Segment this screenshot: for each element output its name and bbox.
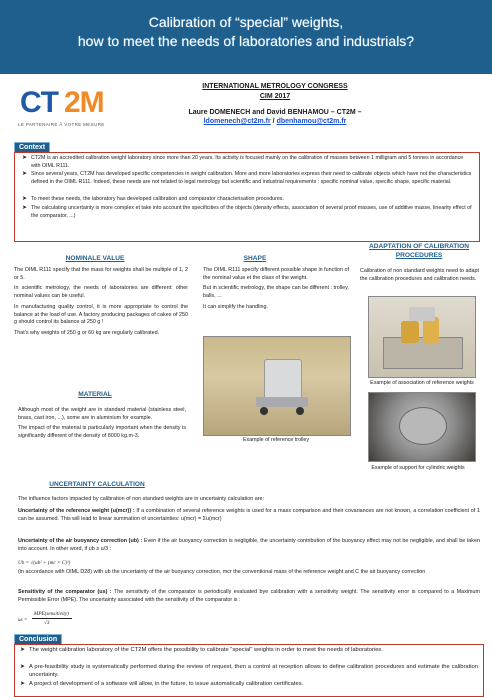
context-header: Context (14, 142, 50, 153)
arrow-icon: ➤ (20, 664, 25, 670)
email-link-1[interactable]: ldomenech@ct2m.fr (203, 118, 271, 126)
context-bullet-2: ➤ Since several years, CT2M has developed specific competencies in weight calibration. More and more laboratories express their need to calibrate objects which have not the characteristics defined in the OIML R111. Indeed, these needs are not related to legal metrology but scientific and industrial requirements : specific nominal value, specific shape, specific material. (22, 171, 472, 185)
cylindric-support-photo (368, 392, 476, 462)
nominal-text: The OIML R111 specify that the mass for weights shall be multiple of 1, 2 or 5. In scientific metrology, the needs of laboratories are different: other nominal values can be useful. In manufacturing quality control, it is more appropriate to control the balance at the load of use. A factory producing packages of cakes of 250 g should control its balance at 250 g ! That's why weights of 250 g or 60 kg are regularly calibrated. (14, 267, 188, 336)
ct2m-logo (18, 88, 136, 136)
arrow-icon: ➤ (22, 155, 28, 161)
poster-title-line2: how to meet the needs of laboratories and industrials? (77, 33, 415, 49)
emails (150, 117, 400, 127)
uncertainty-air-buoyancy: Uncertainty of the air buoyancy correction (ub) : Even if the air buoyancy correction is negligible, the uncertainty contribution of the buoyancy effect may not be negligible, and shall be taken into account. In other word, if ub ≥ u/3 : (18, 538, 480, 552)
material-title: MATERIAL (78, 391, 112, 398)
fraction-bar (32, 618, 72, 619)
arrow-icon: ➤ (22, 205, 28, 211)
context-bullet-1: ➤ CT2M is an accredited calibration weight laboratory since more than 20 years. Its activity is focused mainly on the calibration of masses between 1 milligram and 5 tonnes in accordance with OIML R111. (22, 155, 464, 169)
logo-tagline: LE PARTENAIRE À VOTRE MESURE (18, 122, 105, 127)
arrow-icon: ➤ (22, 196, 28, 202)
reference-trolley-photo (203, 336, 351, 436)
adaptation-text: Calibration of non standard weights need to adapt the calibration procedures and calibration needs. (360, 268, 479, 282)
nominal-value-title: NOMINALE VALUE (65, 255, 125, 262)
uncertainty-intro: The influence factors impacted by calibration of non standard weights are in uncertainty calculation are: (18, 496, 265, 502)
conclusion-bullet-3: ➤ A project of development of a software will allow, in the future, to issue automatically calibration certificates. (20, 681, 304, 687)
title-banner (0, 0, 492, 74)
sensitivity-formula-numerator: MPE(sensitivity) (34, 611, 69, 617)
reference-weights-caption: Example of association of reference weights (370, 380, 474, 386)
arrow-icon: ➤ (20, 647, 25, 653)
arrow-icon: ➤ (22, 171, 28, 177)
context-bullet-3: ➤ To meet these needs, the laboratory has developed calibration and comparator characterisation procedures. (22, 196, 284, 202)
conclusion-bullet-2: ➤ A pre-feasibility study is systematically performed during the review of request, then a control at reception allows to define calibration procedures and estimate the calibration uncertainty. (20, 664, 478, 679)
air-buoyancy-formula: Ub = √(ub² + (mc × C)²) (18, 560, 71, 566)
congress-header (150, 82, 400, 127)
congress-name: INTERNATIONAL METROLOGY CONGRESS (202, 83, 348, 90)
conclusion-header: Conclusion (14, 634, 62, 645)
email-link-2[interactable]: dbenhamou@ct2m.fr (276, 118, 347, 126)
trolley-caption: Example of reference trolley (243, 437, 309, 443)
uncertainty-title: UNCERTAINTY CALCULATION (49, 481, 145, 488)
logo-text-2m: 2M (64, 86, 104, 119)
adaptation-title: ADAPTATION OF CALIBRATION PROCEDURES (369, 243, 469, 259)
sensitivity-formula-denominator: √3 (44, 620, 50, 626)
conclusion-bullet-1: ➤ The weight calibration laboratory of the CT2M offers the possibility to calibrate "special" weights in order to meet the needs of laboratories. (20, 647, 383, 653)
congress-edition: CIM 2017 (259, 92, 291, 100)
shape-text: The OIML R111 specify different possible shape in function of the nominal value et the class of the weight. But in scientific metrology, the shape can be different : trolley, balls, ... It can simplify the handling. (203, 267, 350, 310)
poster-title-line1: Calibration of “special” weights, (148, 14, 344, 30)
cylindric-support-caption: Example of support for cylindric weights (371, 465, 465, 471)
logo-text-ct: CT (20, 86, 58, 119)
sensitivity-formula-lhs: us = (18, 617, 28, 623)
uncertainty-sensitivity: Sensitivity of the comparator (us) : The sensitivity of the comparator is periodically evaluated bye calibration with a sensitivity weight. The sensitivity error is compared to a Maximum Permissible Error (MPE). The uncertainty associated with the sensitivity of the comparator is : (18, 589, 480, 603)
air-buoyancy-formula-note: (in accordance with OIML D28) with ub the uncertainty of the air buoyancy correction, mcr the conventional mass of the reference weight and C the air buoyancy correction (18, 569, 426, 575)
uncertainty-reference: Uncertainty of the reference weight (u(mcr)) : If a combination of several reference weights is used for a mass comparison and their covariances are not known, a correlation coefficient of 1 can be assumed. This will lead to linear summation of uncertainties: u(mcr) = Σu(mcr) (18, 508, 480, 522)
authors: Laure DOMENECH and David BENHAMOU – CT2M – (188, 108, 362, 116)
reference-weights-photo (368, 296, 476, 378)
context-bullet-4: ➤ The calculating uncertainty is more complex et take into account the specificities of the objects (density effects, association of several proof masses, use of additive masse, linearity effect of the comparator, ...) (22, 205, 472, 219)
shape-title: SHAPE (243, 255, 267, 262)
material-text: Although most of the weight are in standard material (stainless steel, brass, cast iron, ...), some are in aluminium for example. The impact of the material is particularly important when the density is significantly different of the density of 8000 kg.m-3. (18, 407, 186, 440)
arrow-icon: ➤ (20, 681, 25, 687)
email-separator: / (270, 118, 277, 126)
